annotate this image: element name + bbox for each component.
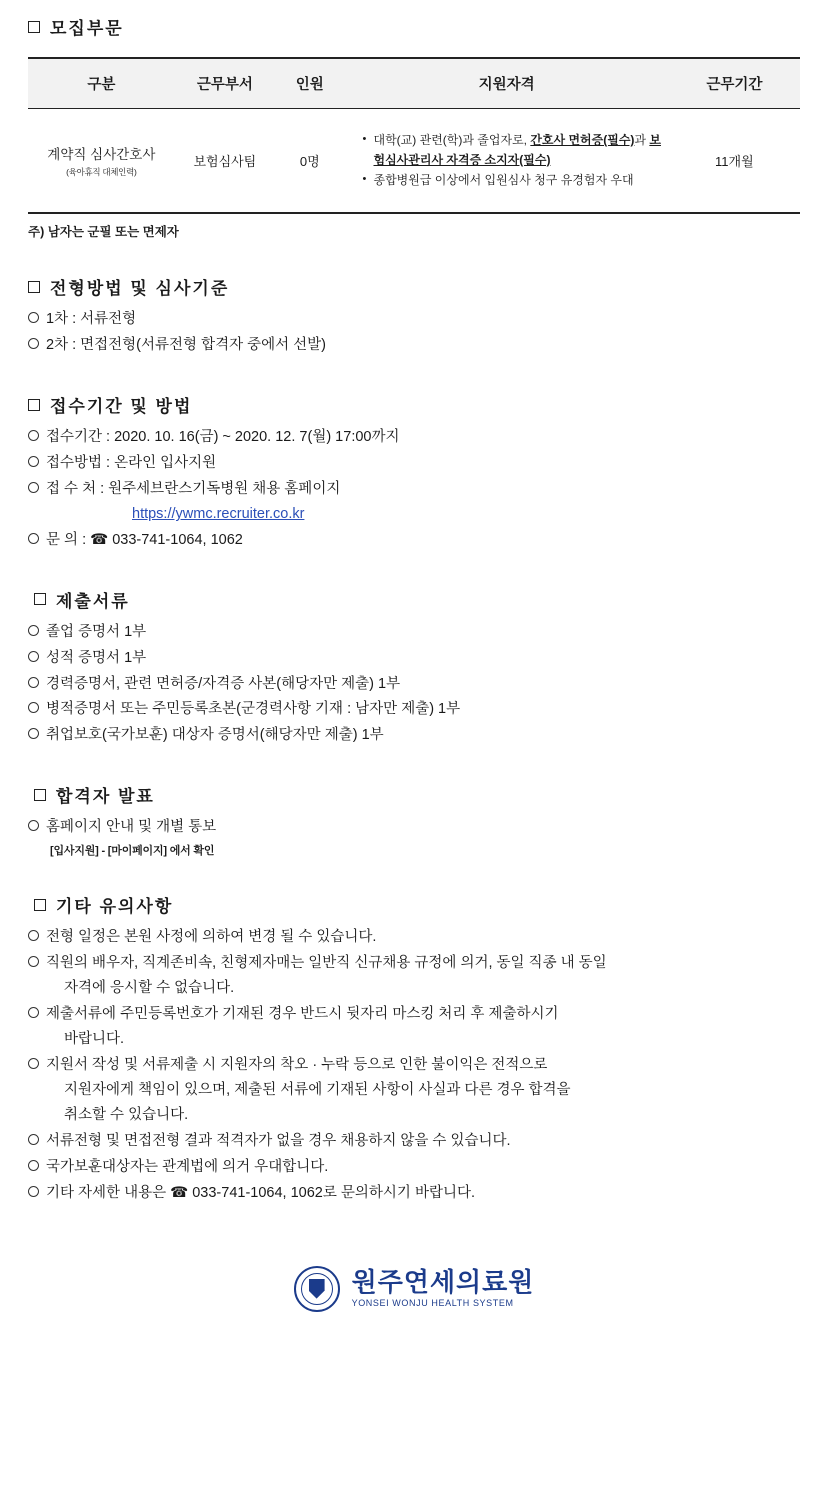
table-footnote: 주) 남자는 군필 또는 면제자 — [28, 225, 179, 240]
circle-bullet-icon — [28, 651, 39, 662]
section-heading-documents — [34, 587, 800, 612]
list-item-label: 서류전형 및 면접전형 결과 적격자가 없을 경우 채용하지 않을 수 있습니다. — [46, 1132, 511, 1149]
circle-bullet-icon — [28, 820, 39, 831]
job-title-sub: (육아휴직 대체인력) — [66, 167, 137, 178]
circle-bullet-icon — [28, 956, 39, 967]
circle-bullet-icon — [28, 1058, 39, 1069]
circle-bullet-icon — [28, 1007, 39, 1018]
circle-bullet-icon — [28, 625, 39, 636]
logo-name-ko: 원주연세의료원 — [351, 1267, 535, 1298]
list-item-label: 경력증명서, 관련 면허증/자격증 사본(해당자만 제출) 1부 — [46, 675, 401, 692]
list-item-label: 2차 : 면접전형(서류전형 합격자 중에서 선발) — [46, 337, 327, 354]
etc-line-cont: 취소할 수 있습니다. — [64, 1106, 189, 1123]
list-item — [28, 1002, 800, 1052]
section-heading-period — [28, 392, 800, 417]
method-list — [28, 307, 800, 358]
circle-bullet-icon — [28, 1160, 39, 1171]
list-item-label: 홈페이지 안내 및 개별 통보 — [46, 819, 217, 836]
cell-count: 0명 — [275, 109, 344, 214]
list-item-label — [46, 1053, 800, 1128]
documents-list — [28, 620, 800, 749]
list-item — [28, 697, 800, 722]
shield-icon — [309, 1279, 325, 1299]
list-item — [28, 1181, 800, 1206]
section-method — [28, 274, 800, 358]
etc-line-cont: 바랍니다. — [64, 1031, 125, 1048]
table-header-row — [28, 58, 800, 109]
etc-line-cont: 자격에 응시할 수 없습니다. — [64, 980, 235, 997]
circle-bullet-icon — [28, 930, 39, 941]
etc-line-cont: 지원자에게 책임이 있으며, 제출된 서류에 기재된 사항이 사실과 다른 경우 합격을 — [64, 1081, 571, 1098]
circle-bullet-icon — [28, 338, 39, 349]
list-item-label: 접수방법 : 온라인 입사지원 — [46, 455, 217, 472]
section-title-etc: 기타 유의사항 — [56, 897, 174, 917]
table-header-gubun: 구분 — [28, 58, 175, 109]
circle-bullet-icon — [28, 482, 39, 493]
list-item — [28, 425, 800, 450]
section-heading-etc — [34, 892, 800, 917]
table-header-term: 근무기간 — [669, 58, 800, 109]
list-item — [28, 1053, 800, 1128]
list-item — [28, 620, 800, 645]
table-header-qualification: 지원자격 — [345, 58, 669, 109]
qualification-item: • 대학(교) 관련(학)과 졸업자로, 간호사 면허증(필수)과 보험심사관리사 자격증 소지자(필수) — [363, 131, 665, 171]
recruit-table — [28, 57, 800, 214]
list-item — [28, 528, 800, 553]
section-heading-announce — [34, 782, 800, 807]
section-title-period: 접수기간 및 방법 — [50, 397, 193, 417]
list-item-label: 병적증명서 또는 주민등록초본(군경력사항 기재 : 남자만 제출) 1부 — [46, 701, 461, 718]
section-title-announce: 합격자 발표 — [56, 787, 155, 807]
section-period — [28, 392, 800, 552]
list-item — [28, 723, 800, 748]
section-heading-method — [28, 274, 800, 299]
list-item-label: 접수기간 : 2020. 10. 16(금) ~ 2020. 12. 7(월) 17:00까지 — [46, 429, 400, 446]
circle-bullet-icon — [28, 312, 39, 323]
list-item-label: 성적 증명서 1부 — [46, 649, 147, 666]
table-header-count: 인원 — [275, 58, 344, 109]
cell-term: 11개월 — [669, 109, 800, 214]
list-item — [28, 451, 800, 476]
section-announce — [28, 782, 800, 858]
list-item — [28, 307, 800, 332]
section-heading-recruit — [28, 14, 800, 39]
section-title-documents: 제출서류 — [56, 591, 130, 611]
list-item — [28, 1155, 800, 1180]
announce-subnote: [입사지원] - [마이페이지] 에서 확인 — [50, 845, 215, 858]
list-item-label: 1차 : 서류전형 — [46, 311, 137, 328]
cell-gubun — [28, 109, 175, 214]
hospital-emblem-icon — [294, 1266, 340, 1312]
list-item-label: 전형 일정은 본원 사정에 의하여 변경 될 수 있습니다. — [46, 929, 377, 946]
list-item-label: 문 의 : ☎ 033-741-1064, 1062 — [46, 531, 243, 548]
logo-name-en: YONSEI WONJU HEALTH SYSTEM — [351, 1297, 514, 1308]
section-etc — [28, 892, 800, 1205]
checkbox-marker-icon — [34, 789, 46, 801]
logo-text — [352, 1269, 535, 1308]
etc-list — [28, 925, 800, 1205]
cell-dept: 보험심사팀 — [175, 109, 275, 214]
checkbox-marker-icon — [28, 399, 40, 411]
section-title-method: 전형방법 및 심사기준 — [50, 279, 230, 299]
list-item — [28, 333, 800, 358]
qualification-item: • 종합병원급 이상에서 입원심사 청구 유경험자 우대 — [363, 171, 665, 191]
list-item-label: 졸업 증명서 1부 — [46, 623, 147, 640]
circle-bullet-icon — [28, 1186, 39, 1197]
list-item-label: 취업보호(국가보훈) 대상자 증명서(해당자만 제출) 1부 — [46, 727, 384, 744]
circle-bullet-icon — [28, 728, 39, 739]
list-item-label: 국가보훈대상자는 관계법에 의거 우대합니다. — [46, 1158, 329, 1175]
table-header-dept: 근무부서 — [175, 58, 275, 109]
announce-list — [28, 815, 800, 840]
list-item-label — [46, 477, 800, 527]
section-documents — [28, 587, 800, 749]
list-item — [28, 815, 800, 840]
list-item-label — [46, 1002, 800, 1052]
circle-bullet-icon — [28, 456, 39, 467]
circle-bullet-icon — [28, 702, 39, 713]
qualification-list — [349, 131, 665, 190]
list-item — [28, 477, 800, 527]
checkbox-marker-icon — [34, 899, 46, 911]
job-title: 계약직 심사간호사 — [47, 147, 156, 163]
list-item — [28, 1129, 800, 1154]
apply-site-label: 접 수 처 : 원주세브란스기독병원 채용 홈페이지 — [46, 481, 341, 498]
circle-bullet-icon — [28, 430, 39, 441]
list-item — [28, 672, 800, 697]
circle-bullet-icon — [28, 677, 39, 688]
etc-line-main: 제출서류에 주민등록번호가 기재된 경우 반드시 뒷자리 마스킹 처리 후 제출하시기 — [46, 1006, 559, 1023]
list-item-label — [46, 951, 800, 1001]
cell-qualification — [345, 109, 669, 214]
list-item — [28, 925, 800, 950]
table-row — [28, 109, 800, 214]
recruiter-site-link[interactable]: https://ywmc.recruiter.co.kr — [132, 506, 305, 523]
list-item — [28, 951, 800, 1001]
checkbox-marker-icon — [28, 281, 40, 293]
footer-logo — [28, 1266, 800, 1332]
circle-bullet-icon — [28, 533, 39, 544]
checkbox-marker-icon — [28, 21, 40, 33]
section-title-recruit: 모집부문 — [50, 19, 124, 38]
etc-line-main: 직원의 배우자, 직계존비속, 친형제자매는 일반직 신규채용 규정에 의거, 동일 직종 내 동일 — [46, 955, 607, 972]
checkbox-marker-icon — [34, 593, 46, 605]
list-item-label: 기타 자세한 내용은 ☎ 033-741-1064, 1062로 문의하시기 바랍니다. — [46, 1184, 475, 1201]
etc-line-main: 지원서 작성 및 서류제출 시 지원자의 착오 · 누락 등으로 인한 불이익은 전적으로 — [46, 1056, 548, 1073]
list-item — [28, 646, 800, 671]
circle-bullet-icon — [28, 1134, 39, 1145]
period-list — [28, 425, 800, 552]
